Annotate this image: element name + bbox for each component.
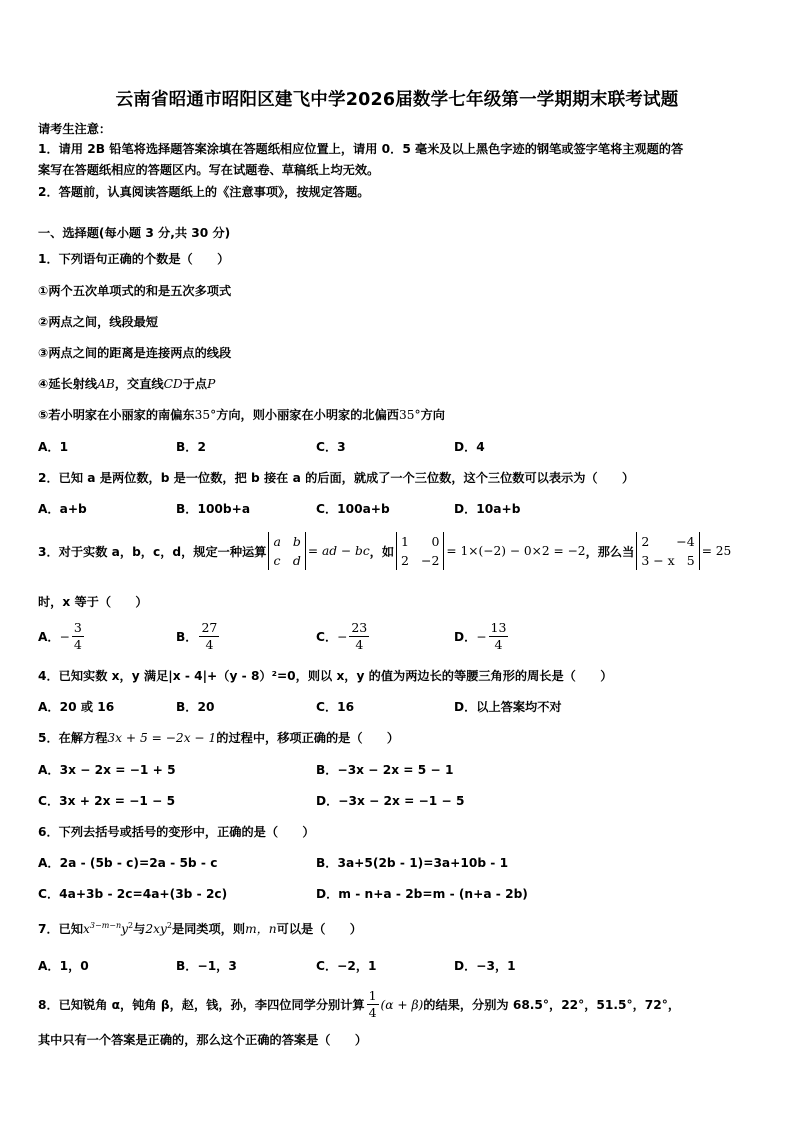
question-5-stem bbox=[38, 729, 399, 746]
q3-option-b bbox=[176, 620, 221, 653]
q1-s5-angle-2: 35° bbox=[399, 408, 421, 422]
q1-option-c: C．3 bbox=[316, 440, 346, 454]
question-7-stem bbox=[38, 920, 362, 937]
q4-option-a: A．20 或 16 bbox=[38, 700, 115, 714]
q1-statement-3: ③两点之间的距离是连接两点的线段 bbox=[38, 346, 232, 360]
q3-option-a bbox=[38, 620, 86, 653]
q7-term1-x: x bbox=[83, 922, 90, 936]
q3-opt-d-fraction bbox=[489, 620, 509, 653]
q1-option-d: D．4 bbox=[454, 440, 485, 454]
q3-det2-a: 1 bbox=[401, 534, 409, 549]
q1-s4-point: P bbox=[207, 377, 216, 391]
q8-text-b: 的结果，分别为 68.5°，22°，51.5°，72°， bbox=[423, 998, 681, 1012]
q3-determinant-def bbox=[268, 532, 305, 570]
q2-option-c: C．100a+b bbox=[316, 502, 390, 516]
q7-option-c: C．−2，1 bbox=[316, 959, 377, 973]
q5-text-b: 的过程中，移项正确的是（ ） bbox=[216, 731, 400, 745]
q7-term2: 2xy bbox=[145, 922, 167, 936]
q6-option-a: A．2a - (5b - c)=2a - 5b - c bbox=[38, 856, 218, 870]
q7-term2-exp: 2 bbox=[166, 920, 172, 930]
q5-option-c: C．3x + 2x = −1 − 5 bbox=[38, 794, 176, 808]
q1-statement-5 bbox=[38, 406, 445, 423]
q7-term1-x-exp: 3−m−n bbox=[89, 920, 122, 930]
q1-s4-text-c: 于点 bbox=[182, 377, 208, 391]
q3-opt-c-fraction bbox=[349, 620, 369, 653]
q1-statement-2: ②两点之间，线段最短 bbox=[38, 315, 159, 329]
q7-option-b: B．−1，3 bbox=[176, 959, 237, 973]
q3-det3-c: 3 − x bbox=[641, 553, 675, 568]
q6-option-b: B．3a+5(2b - 1)=3a+10b - 1 bbox=[316, 856, 509, 870]
q3-det3-d: 5 bbox=[686, 553, 695, 568]
q3-opt-c-sign: − bbox=[337, 629, 348, 644]
q7-term1-y: y bbox=[121, 922, 129, 936]
q7-option-a: A．1，0 bbox=[38, 959, 89, 973]
q3-eq1: = ad − bc bbox=[307, 544, 370, 558]
q7-term1-y-exp: 2 bbox=[128, 920, 134, 930]
q3-det1-d: d bbox=[292, 553, 301, 568]
q2-option-a: A．a+b bbox=[38, 502, 87, 516]
q7-mid: 与 bbox=[133, 922, 146, 936]
q3-option-c bbox=[316, 620, 371, 653]
q1-s5-text-a: ⑤若小明家在小丽家的南偏东 bbox=[38, 408, 195, 422]
q8-text-a: 8．已知锐角 α，钝角 β，赵，钱，孙，李四位同学分别计算 bbox=[38, 998, 365, 1012]
page-title: 云南省昭通市昭阳区建飞中学2026届数学七年级第一学期期末联考试题 bbox=[115, 90, 679, 110]
question-8-stem bbox=[38, 988, 680, 1021]
q7-text-b: 是同类项，则 bbox=[171, 922, 246, 936]
notice-item-1b: 案写在答题纸相应的答题区内。写在试题卷、草稿纸上均无效。 bbox=[38, 163, 380, 177]
q3-eq2: = 1×(−2) − 0×2 = −2 bbox=[446, 544, 586, 558]
fraction-denominator: 4 bbox=[355, 637, 364, 652]
q5-option-a: A．3x − 2x = −1 + 5 bbox=[38, 763, 176, 777]
question-2-stem: 2．已知 a 是两位数，b 是一位数，把 b 接在 a 的后面，就成了一个三位数，这个三位数可以表示为（ ） bbox=[38, 471, 635, 485]
q3-opt-d-label: D． bbox=[454, 630, 477, 644]
q1-s4-ray: AB bbox=[97, 377, 115, 391]
q3-det2-c: 2 bbox=[401, 553, 409, 568]
q3-eq3: = 25 bbox=[701, 544, 732, 558]
q1-s5-angle-1: 35° bbox=[194, 408, 217, 422]
q1-s4-line: CD bbox=[163, 377, 183, 391]
q6-option-c: C．4a+3b - 2c=4a+(3b - 2c) bbox=[38, 887, 228, 901]
q1-statement-1: ①两个五次单项式的和是五次多项式 bbox=[38, 284, 232, 298]
q5-text-a: 5．在解方程 bbox=[38, 731, 108, 745]
question-4-stem: 4．已知实数 x，y 满足|x - 4|+（y - 8）²=0，则以 x，y 的值为两边长的等腰三角形的周长是（ ） bbox=[38, 669, 613, 683]
q1-option-a: A．1 bbox=[38, 440, 69, 454]
q3-det3-b: −4 bbox=[676, 534, 695, 549]
notice-item-2: 2．答题前，认真阅读答题纸上的《注意事项》，按规定答题。 bbox=[38, 185, 370, 199]
q3-det1-b: b bbox=[292, 534, 301, 549]
q3-text-c: ，那么当 bbox=[585, 544, 635, 559]
q3-text-a: 3．对于实数 a，b，c，d，规定一种运算 bbox=[38, 544, 267, 559]
q7-option-d: D．−3，1 bbox=[454, 959, 516, 973]
q3-opt-d-sign: − bbox=[476, 629, 487, 644]
q7-vars: m，n bbox=[245, 922, 277, 936]
q7-text-c: 可以是（ ） bbox=[276, 922, 362, 936]
question-3-stem bbox=[38, 532, 731, 570]
fraction-numerator: 23 bbox=[351, 620, 368, 635]
q4-option-c: C．16 bbox=[316, 700, 355, 714]
q5-option-b: B．−3x − 2x = 5 − 1 bbox=[316, 763, 454, 777]
q3-option-d bbox=[454, 620, 510, 653]
question-6-stem: 6．下列去括号或括号的变形中，正确的是（ ） bbox=[38, 825, 315, 839]
q3-opt-a-sign: − bbox=[59, 629, 70, 644]
q3-opt-c-label: C． bbox=[316, 630, 338, 644]
q2-option-b: B．100b+a bbox=[176, 502, 251, 516]
q2-option-d: D．10a+b bbox=[454, 502, 521, 516]
q1-s5-text-b: 方向，则小丽家在小明家的北偏西 bbox=[216, 408, 399, 422]
q5-option-d: D．−3x − 2x = −1 − 5 bbox=[316, 794, 465, 808]
q1-s4-text-b: ，交直线 bbox=[114, 377, 164, 391]
notice-heading: 请考生注意： bbox=[38, 122, 112, 136]
notice-item-1a: 1．请用 2B 铅笔将选择题答案涂填在答题纸相应位置上，请用 0．5 毫米及以上黑色字迹的钢笔或签字笔将主观题的答 bbox=[38, 142, 684, 156]
q3-determinant-problem bbox=[636, 532, 699, 570]
q1-s4-text-a: ④延长射线 bbox=[38, 377, 98, 391]
q3-det2-d: −2 bbox=[420, 553, 440, 568]
fraction-denominator: 4 bbox=[494, 637, 503, 652]
q3-det3-a: 2 bbox=[641, 534, 650, 549]
q3-opt-b-fraction bbox=[199, 620, 219, 653]
q4-option-d: D．以上答案均不对 bbox=[454, 700, 562, 714]
q8-fraction bbox=[367, 988, 379, 1021]
q5-equation: 3x + 5 = −2x − 1 bbox=[107, 731, 217, 745]
q1-statement-4 bbox=[38, 375, 215, 392]
q3-opt-a-label: A． bbox=[38, 630, 60, 644]
q1-option-b: B．2 bbox=[176, 440, 206, 454]
q3-text-b: ，如 bbox=[369, 544, 395, 559]
fraction-numerator: 27 bbox=[201, 620, 218, 635]
q8-expression: (α + β) bbox=[380, 997, 424, 1012]
q4-option-b: B．20 bbox=[176, 700, 215, 714]
fraction-denominator: 4 bbox=[205, 637, 214, 652]
fraction-denominator: 4 bbox=[368, 1005, 377, 1020]
q3-det2-b: 0 bbox=[431, 534, 440, 549]
section-heading: 一、选择题(每小题 3 分,共 30 分) bbox=[38, 226, 231, 240]
q3-opt-a-fraction bbox=[72, 620, 84, 653]
q3-det1-c: c bbox=[273, 553, 281, 568]
q3-stem-end: 时，x 等于（ ） bbox=[38, 595, 148, 609]
q8-stem-end: 其中只有一个答案是正确的，那么这个正确的答案是（ ） bbox=[38, 1033, 368, 1047]
q3-det1-a: a bbox=[273, 534, 281, 549]
q1-s5-text-c: 方向 bbox=[420, 408, 445, 422]
q3-determinant-example bbox=[396, 532, 444, 570]
question-1-stem: 1．下列语句正确的个数是（ ） bbox=[38, 252, 230, 266]
q6-option-d: D．m - n+a - 2b=m - (n+a - 2b) bbox=[316, 887, 528, 901]
q3-opt-b-label: B． bbox=[176, 630, 198, 644]
fraction-denominator: 4 bbox=[73, 637, 82, 652]
q7-text-a: 7．已知 bbox=[38, 922, 84, 936]
fraction-numerator: 3 bbox=[73, 620, 82, 635]
fraction-numerator: 1 bbox=[368, 988, 377, 1003]
fraction-numerator: 13 bbox=[490, 620, 507, 635]
